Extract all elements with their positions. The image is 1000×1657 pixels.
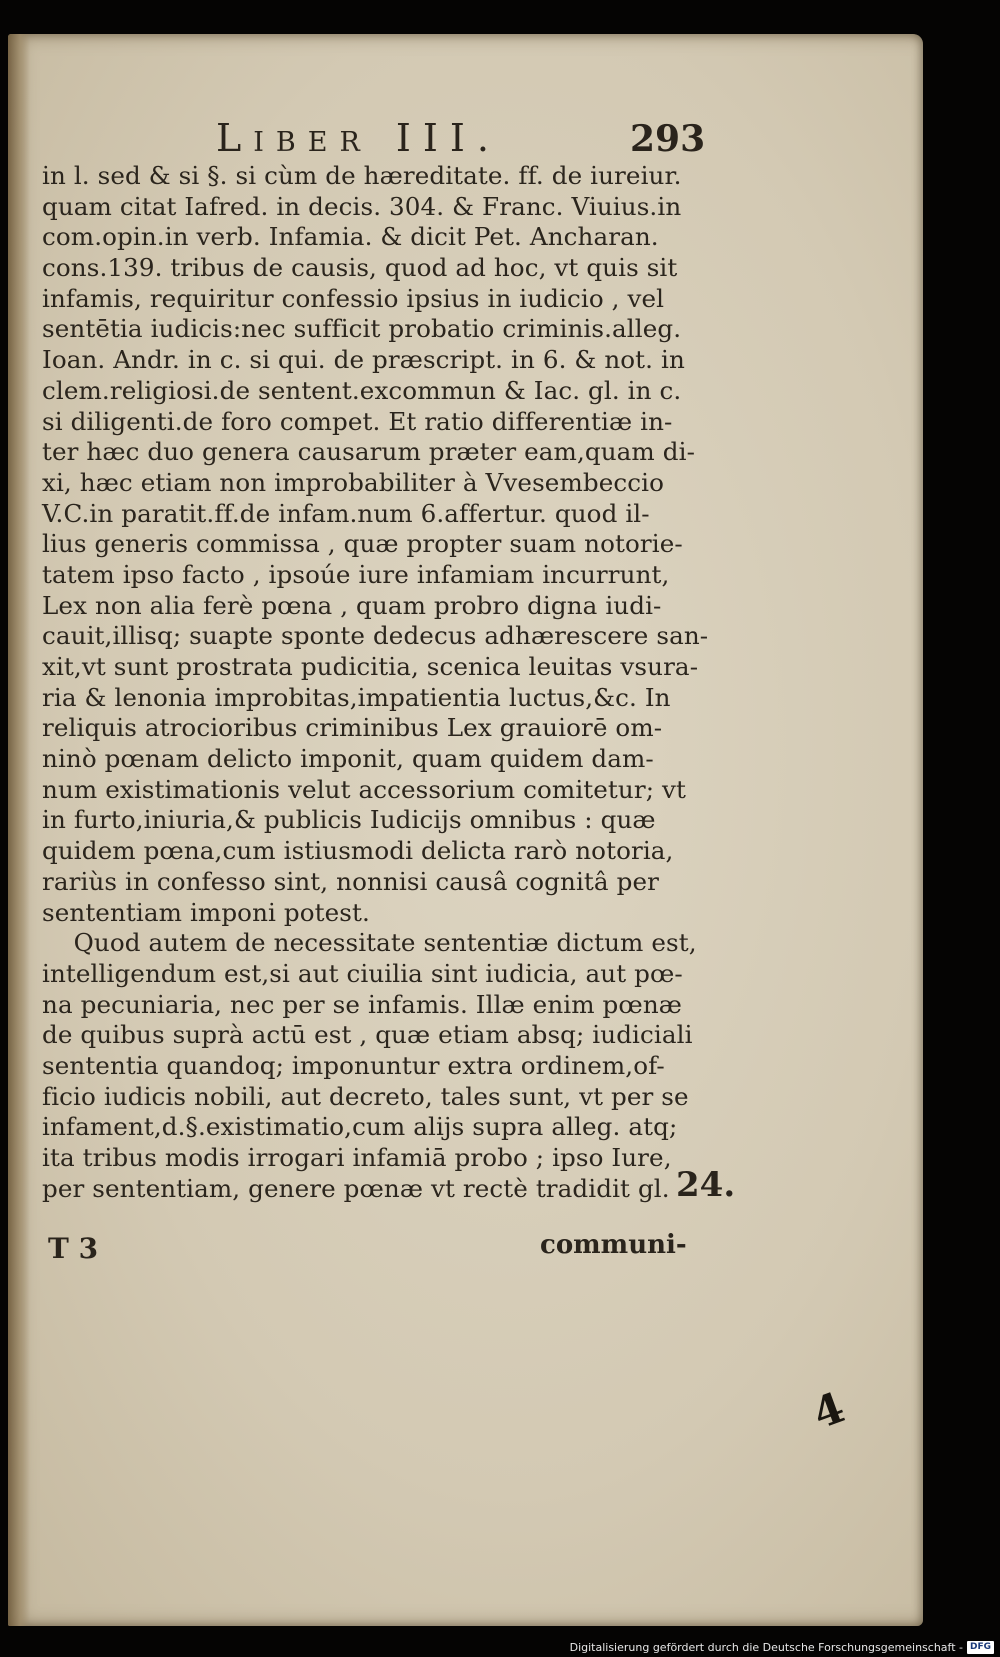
text-line: lius generis commissa , quæ propter suam notorie- xyxy=(42,529,683,559)
text-line: cauit,illisq; suapte sponte dedecus adhærescere san- xyxy=(42,621,709,651)
catchword: communi- xyxy=(540,1230,687,1260)
text-line: quidem pœna,cum istiusmodi delicta rarò notoria, xyxy=(42,836,674,866)
text-line: sententiam imponi potest. xyxy=(42,897,370,927)
text-line: clem.religiosi.de sentent.excommun & Iac. gl. in c. xyxy=(42,375,682,405)
text-line: quam citat Iafred. in decis. 304. & Franc. Viuius.in xyxy=(42,191,682,221)
text-line: per sententiam, genere pœnæ vt rectè tradidit gl. xyxy=(42,1173,670,1203)
text-line: num existimationis velut accessorium comitetur; vt xyxy=(42,774,686,804)
book-page xyxy=(8,34,923,1626)
digitization-credit xyxy=(570,1641,994,1654)
text-line: infamis, requiritur confessio ipsius in iudicio , vel xyxy=(42,283,665,313)
text-line: Ioan. Andr. in c. si qui. de præscript. in 6. & not. in xyxy=(42,345,685,375)
text-line: in l. sed & si §. si cùm de hæreditate. ff. de iureiur. xyxy=(42,161,682,190)
text-line: ria & lenonia improbitas,impatientia luctus,&c. In xyxy=(42,682,671,712)
dfg-logo: DFG xyxy=(967,1641,994,1654)
text-line: Lex non alia ferè pœna , quam probro digna iudi- xyxy=(42,590,662,620)
text-line: xit,vt sunt prostrata pudicitia, scenica leuitas vsura- xyxy=(42,652,699,681)
text-line: de quibus suprà actū est , quæ etiam absq; iudiciali xyxy=(42,1020,693,1050)
text-line: reliquis atrocioribus criminibus Lex grauiorē om- xyxy=(42,713,663,743)
credit-text: Digitalisierung gefördert durch die Deutsche Forschungsgemeinschaft - xyxy=(569,1641,963,1654)
text-line: tatem ipso facto , ipsoúe iure infamiam incurrunt, xyxy=(42,559,670,589)
text-line: ninò pœnam delicto imponit, quam quidem dam- xyxy=(42,744,654,774)
page-gutter-shadow xyxy=(8,34,30,1626)
text-line: cons.139. tribus de causis, quod ad hoc, vt quis sit xyxy=(42,253,678,283)
text-line: V.C.in paratit.ff.de infam.num 6.affertur. quod il- xyxy=(42,498,650,528)
text-line: rariùs in confesso sint, nonnisi causâ cognitâ per xyxy=(42,866,659,896)
text-line: in furto,iniuria,& publicis Iudicijs omnibus : quæ xyxy=(42,805,656,835)
text-line: sententia quandoq; imponuntur extra ordinem,of- xyxy=(42,1050,665,1080)
text-line: ita tribus modis irrogari infamiā probo ; ipso Iure, xyxy=(42,1143,672,1172)
text-line: infament,d.§.existimatio,cum alijs supra alleg. atq; xyxy=(42,1112,678,1142)
text-line: com.opin.in verb. Infamia. & dicit Pet. Ancharan. xyxy=(42,222,659,252)
text-line: na pecuniaria, nec per se infamis. Illæ enim pœnæ xyxy=(42,989,682,1019)
text-line: intelligendum est,si aut ciuilia sint iudicia, aut pœ- xyxy=(42,958,683,988)
text-line: xi, hæc etiam non improbabiliter à Vvesembeccio xyxy=(42,467,664,497)
running-head: Liber III. xyxy=(216,116,501,160)
margin-note: 24. xyxy=(676,1165,736,1205)
text-line: Quod autem de necessitate sententiæ dictum est, xyxy=(42,928,697,958)
text-line: ter hæc duo genera causarum præter eam,quam di- xyxy=(42,437,695,467)
text-line: ficio iudicis nobili, aut decreto, tales sunt, vt per se xyxy=(42,1081,689,1111)
text-line: sentētia iudicis:nec sufficit probatio criminis.alleg. xyxy=(42,314,682,344)
text-line: si diligenti.de foro compet. Et ratio differentiæ in- xyxy=(42,406,673,436)
signature-mark: T 3 xyxy=(48,1232,99,1265)
page-number: 293 xyxy=(630,118,706,160)
corner-ink-mark: 4 xyxy=(806,1382,851,1439)
